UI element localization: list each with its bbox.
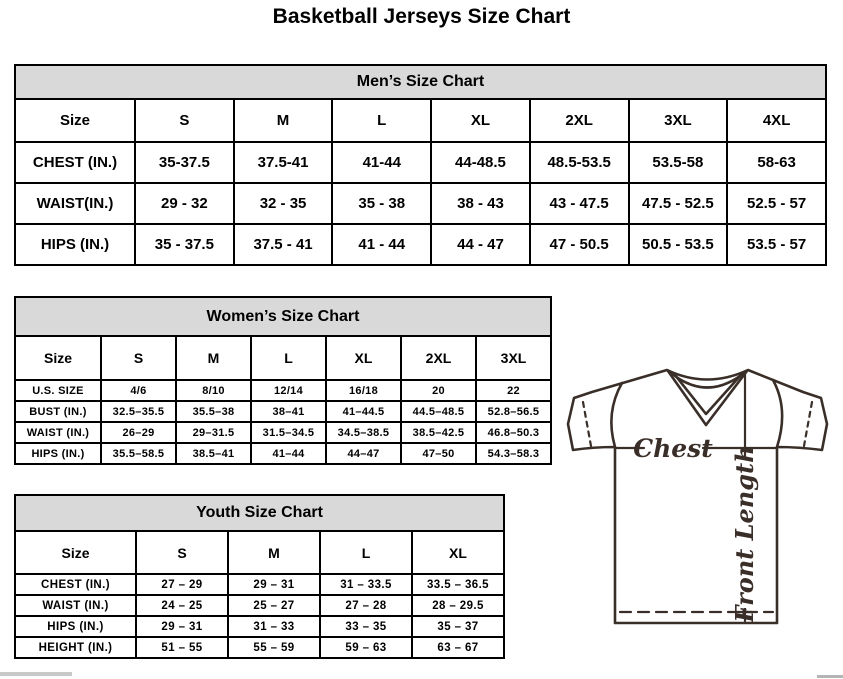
size-header-cell: Size: [15, 99, 135, 142]
col-header: M: [176, 336, 251, 380]
col-header: L: [320, 531, 412, 574]
mens-chart-title: Men’s Size Chart: [15, 65, 826, 99]
cell: 35.5–58.5: [101, 443, 176, 464]
table-row: [15, 595, 504, 616]
cell: 27 – 28: [320, 595, 412, 616]
cell: 63 – 67: [412, 637, 504, 658]
cell: 35 – 37: [412, 616, 504, 637]
right-armhole-seam: [773, 380, 782, 447]
table-row: [15, 380, 551, 401]
size-header-cell: Size: [15, 531, 136, 574]
table-row: [15, 401, 551, 422]
table-row: [15, 99, 826, 142]
row-label: WAIST(IN.): [15, 183, 135, 224]
table-row: [15, 142, 826, 183]
cell: 54.3–58.3: [476, 443, 551, 464]
horizontal-scrollbar-fragment[interactable]: [817, 675, 843, 678]
cell: 33 – 35: [320, 616, 412, 637]
mens-size-chart-table: [14, 64, 827, 266]
cell: 26–29: [101, 422, 176, 443]
col-header: S: [135, 99, 234, 142]
cell: 43 - 47.5: [530, 183, 629, 224]
cell: 31 – 33.5: [320, 574, 412, 595]
cell: 55 – 59: [228, 637, 320, 658]
row-label: BUST (IN.): [15, 401, 101, 422]
row-label: HIPS (IN.): [15, 443, 101, 464]
cell: 31 – 33: [228, 616, 320, 637]
cell: 50.5 - 53.5: [629, 224, 728, 265]
table-header-row: [15, 65, 826, 99]
row-label: HEIGHT (IN.): [15, 637, 136, 658]
table-row: [15, 183, 826, 224]
cell: 41–44.5: [326, 401, 401, 422]
size-header-cell: Size: [15, 336, 101, 380]
cell: 44–47: [326, 443, 401, 464]
row-label: CHEST (IN.): [15, 142, 135, 183]
cell: 38 - 43: [431, 183, 530, 224]
col-header: 2XL: [530, 99, 629, 142]
row-label: U.S. SIZE: [15, 380, 101, 401]
col-header: S: [136, 531, 228, 574]
cell: 32 - 35: [234, 183, 333, 224]
cell: 47–50: [401, 443, 476, 464]
cell: 38.5–41: [176, 443, 251, 464]
cell: 58-63: [727, 142, 826, 183]
col-header: 4XL: [727, 99, 826, 142]
cell: 28 – 29.5: [412, 595, 504, 616]
cell: 25 – 27: [228, 595, 320, 616]
cell: 31.5–34.5: [251, 422, 326, 443]
cell: 59 – 63: [320, 637, 412, 658]
front-length-label: Front Length: [730, 445, 759, 623]
right-cuff-dashed-line: [804, 402, 812, 446]
cell: 34.5–38.5: [326, 422, 401, 443]
cell: 48.5-53.5: [530, 142, 629, 183]
left-cuff-dashed-line: [583, 402, 591, 446]
col-header: L: [332, 99, 431, 142]
table-header-row: [15, 495, 504, 531]
row-label: HIPS (IN.): [15, 616, 136, 637]
cell: 47 - 50.5: [530, 224, 629, 265]
table-row: [15, 637, 504, 658]
cell: 20: [401, 380, 476, 401]
youth-size-chart-table: [14, 494, 505, 659]
col-header: 3XL: [629, 99, 728, 142]
cell: 47.5 - 52.5: [629, 183, 728, 224]
cell: 37.5-41: [234, 142, 333, 183]
horizontal-scrollbar-fragment[interactable]: [0, 672, 72, 676]
cell: 32.5–35.5: [101, 401, 176, 422]
table-row: [15, 224, 826, 265]
cell: 44.5–48.5: [401, 401, 476, 422]
cell: 53.5-58: [629, 142, 728, 183]
cell: 8/10: [176, 380, 251, 401]
chest-label: Chest: [633, 434, 713, 463]
col-header: L: [251, 336, 326, 380]
cell: 51 – 55: [136, 637, 228, 658]
row-label: WAIST (IN.): [15, 595, 136, 616]
page-title: Basketball Jerseys Size Chart: [272, 5, 571, 28]
table-row: [15, 531, 504, 574]
womens-size-chart-table: [14, 296, 552, 465]
cell: 35.5–38: [176, 401, 251, 422]
cell: 22: [476, 380, 551, 401]
col-header: 3XL: [476, 336, 551, 380]
jersey-outline-icon: [568, 370, 827, 623]
cell: 12/14: [251, 380, 326, 401]
col-header: XL: [326, 336, 401, 380]
table-row: [15, 422, 551, 443]
cell: 24 – 25: [136, 595, 228, 616]
row-label: CHEST (IN.): [15, 574, 136, 595]
cell: 27 – 29: [136, 574, 228, 595]
col-header: S: [101, 336, 176, 380]
cell: 37.5 - 41: [234, 224, 333, 265]
cell: 46.8–50.3: [476, 422, 551, 443]
col-header: XL: [431, 99, 530, 142]
cell: 53.5 - 57: [727, 224, 826, 265]
cell: 41–44: [251, 443, 326, 464]
cell: 38.5–42.5: [401, 422, 476, 443]
cell: 29–31.5: [176, 422, 251, 443]
cell: 33.5 – 36.5: [412, 574, 504, 595]
col-header: M: [228, 531, 320, 574]
cell: 44 - 47: [431, 224, 530, 265]
table-header-row: [15, 297, 551, 336]
cell: 52.5 - 57: [727, 183, 826, 224]
table-row: [15, 336, 551, 380]
cell: 4/6: [101, 380, 176, 401]
cell: 44-48.5: [431, 142, 530, 183]
table-row: [15, 616, 504, 637]
cell: 52.8–56.5: [476, 401, 551, 422]
cell: 29 – 31: [136, 616, 228, 637]
left-armhole-seam: [611, 383, 622, 447]
col-header: XL: [412, 531, 504, 574]
youth-chart-title: Youth Size Chart: [15, 495, 504, 531]
table-row: [15, 574, 504, 595]
cell: 35 - 37.5: [135, 224, 234, 265]
cell: 41-44: [332, 142, 431, 183]
cell: 38–41: [251, 401, 326, 422]
col-header: 2XL: [401, 336, 476, 380]
cell: 29 – 31: [228, 574, 320, 595]
row-label: HIPS (IN.): [15, 224, 135, 265]
womens-chart-title: Women’s Size Chart: [15, 297, 551, 336]
cell: 35-37.5: [135, 142, 234, 183]
cell: 35 - 38: [332, 183, 431, 224]
row-label: WAIST (IN.): [15, 422, 101, 443]
col-header: M: [234, 99, 333, 142]
jersey-measurement-diagram: [552, 362, 843, 675]
cell: 29 - 32: [135, 183, 234, 224]
table-row: [15, 443, 551, 464]
cell: 41 - 44: [332, 224, 431, 265]
cell: 16/18: [326, 380, 401, 401]
